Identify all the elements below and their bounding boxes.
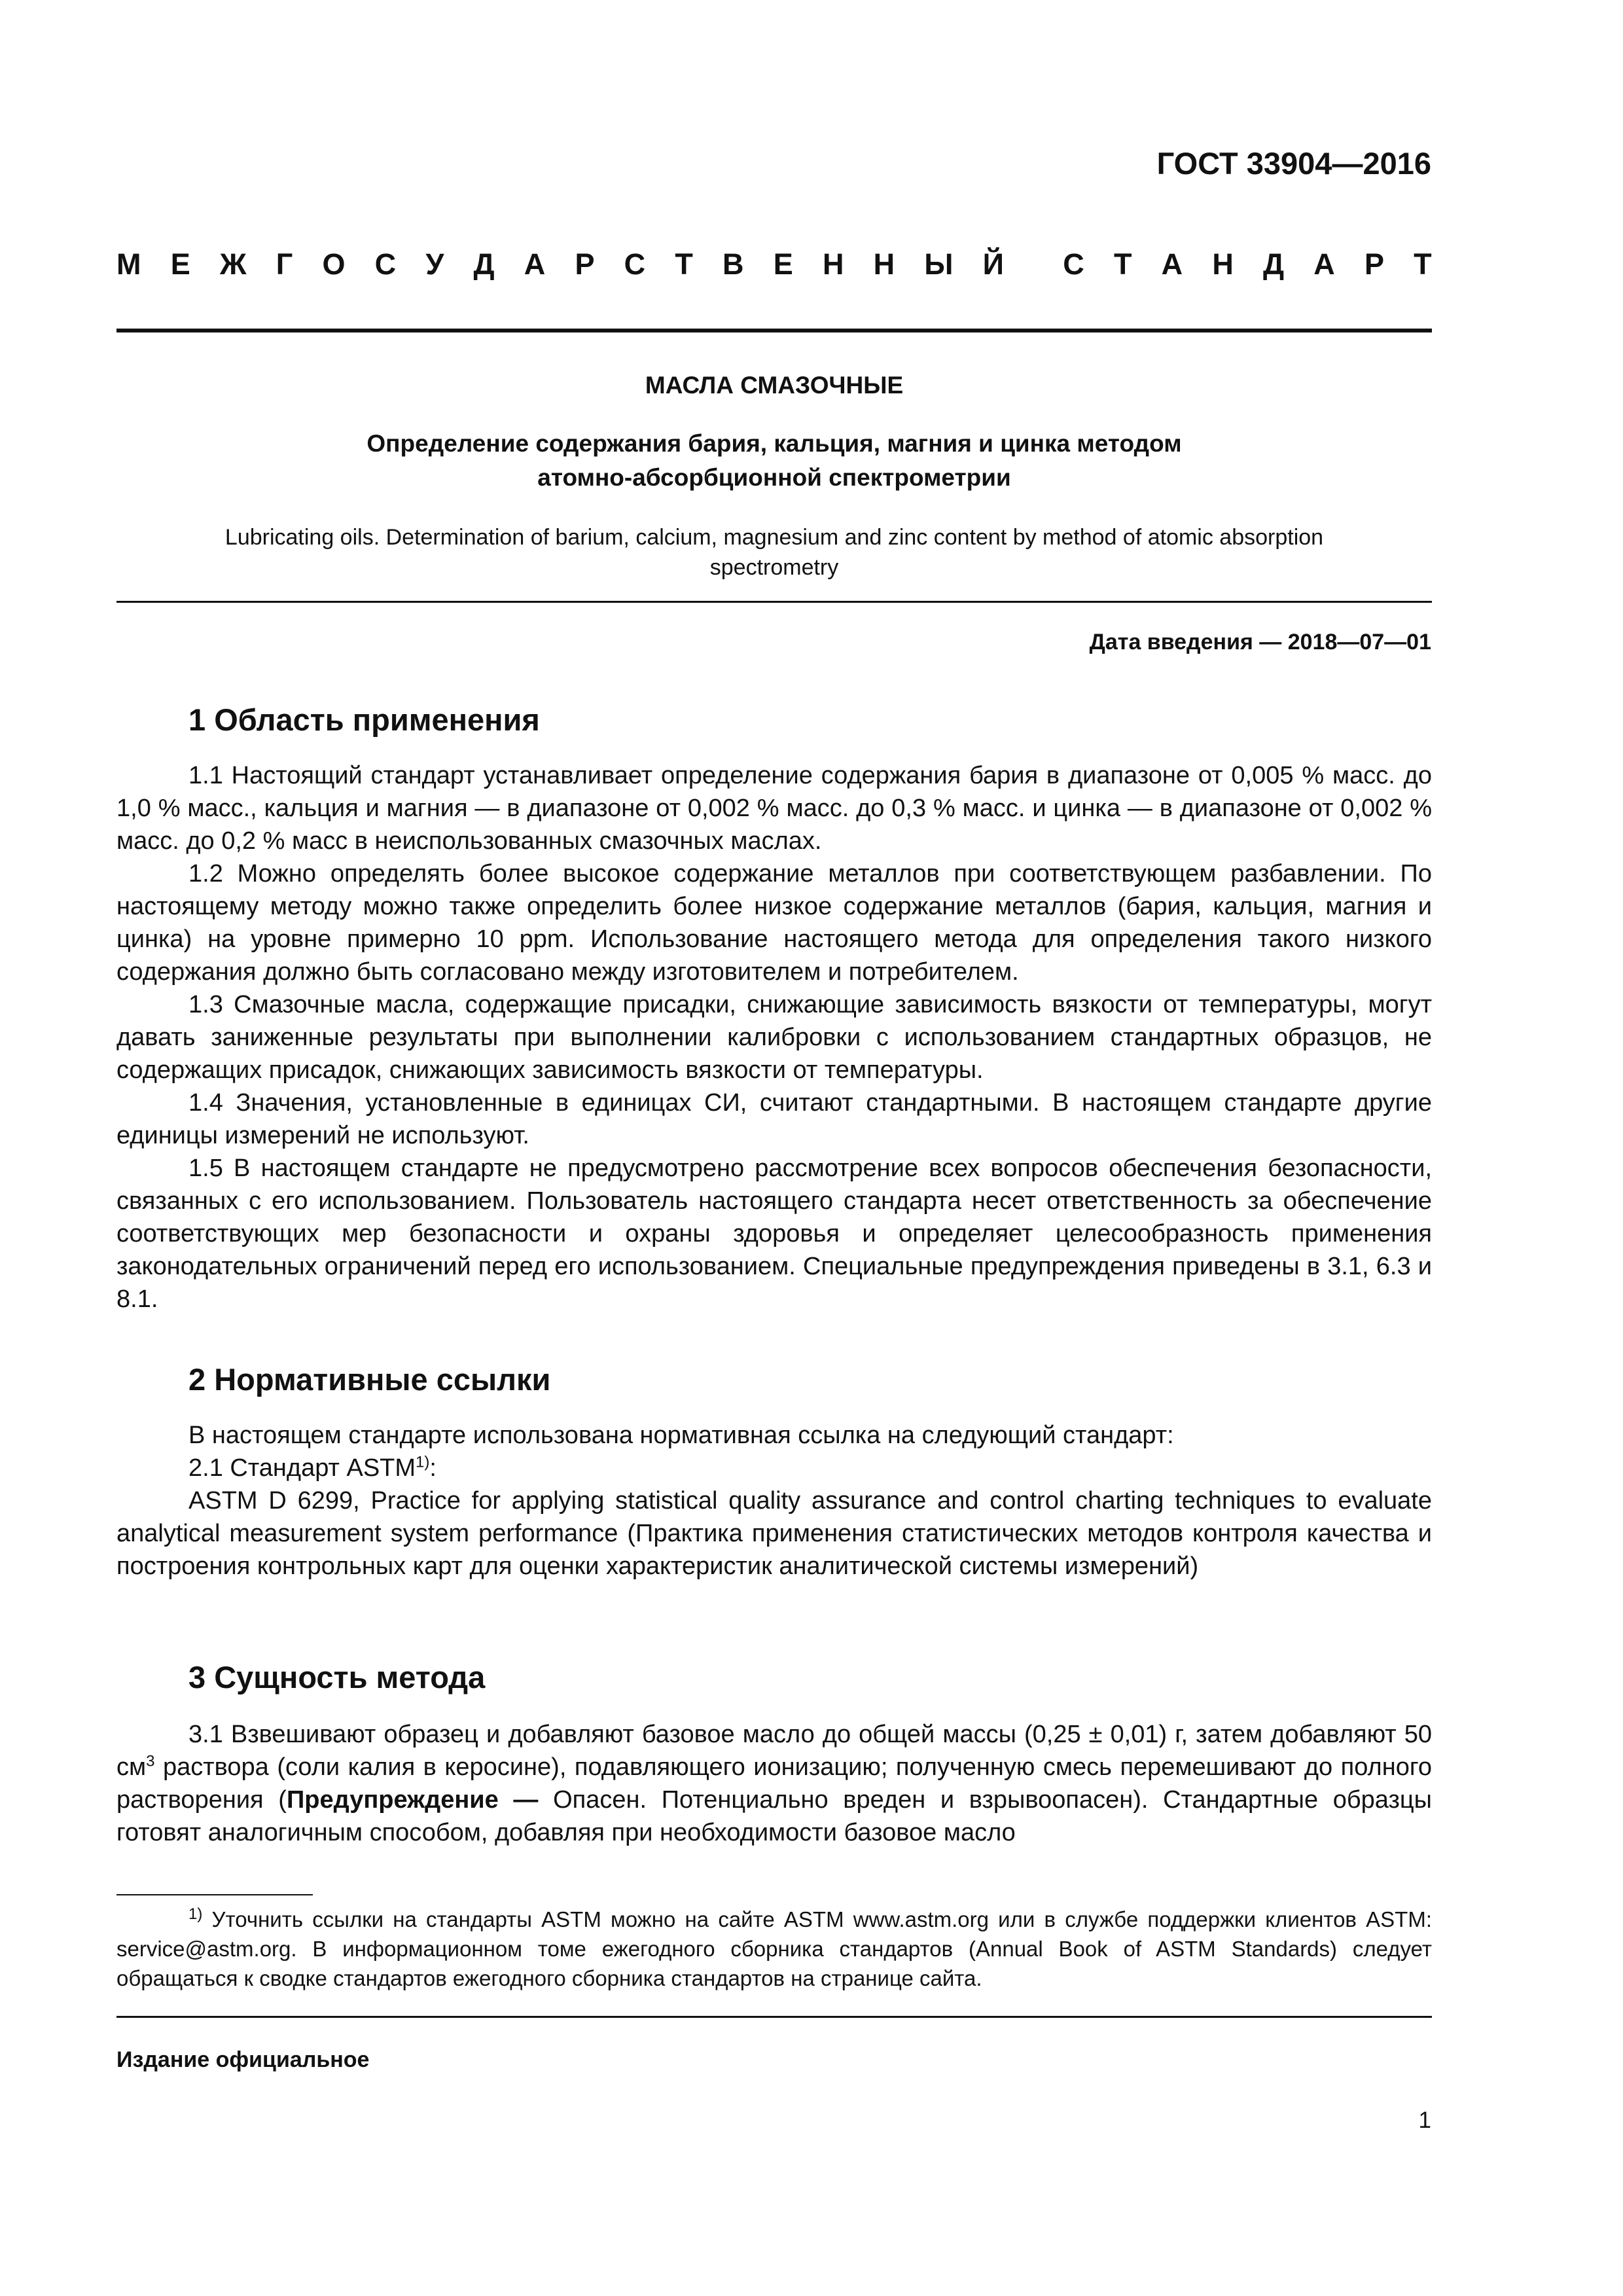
interstate-letter: Н xyxy=(822,247,844,281)
paragraph-1-1: 1.1 Настоящий стандарт устанавливает определение содержания бария в диапазоне от 0,005 % масс. до 1,0 % масс., кальция и магния — в диапазоне от 0,002 % масс. до 0,3 % масс. и цинка — в диапазоне от 0,002 % масс. до 0,2 % масс в неиспользованных смазочных маслах. xyxy=(116,762,1432,855)
interstate-letter: Е xyxy=(170,247,190,281)
interstate-letter: Е xyxy=(773,247,793,281)
paragraph-2-1: 2.1 Стандарт ASTM$^{1)}$: xyxy=(188,1453,437,1482)
interstate-letter: Д xyxy=(473,247,495,281)
paragraph-astm-reference: ASTM D 6299, Practice for applying statistical quality assurance and control charting techniques to evaluate analytical measurement system performance (Практика применения статистических методов контроля качества и построения контрольных карт для оценки характеристик аналитической системы измерений) xyxy=(116,1487,1432,1580)
header-divider xyxy=(116,329,1432,332)
english-title: Lubricating oils. Determination of barium, calcium, magnesium and zinc content by method of atomic absorption spectrometry xyxy=(224,525,1324,580)
document-subtitle xyxy=(116,427,1432,495)
paragraph-3-1: 3.1 Взвешивают образец и добавляют базовое масло до общей массы (0,25 ± 0,01) г, затем добавляют 50 $см^3$ раствора (соли калия в керосине), подавляющего ионизацию; полученную смесь перемешивают до полного растворения (Предупреждение — Опасен. Потенциально вреден и взрывоопасен). Стандартные образцы готовят аналогичным способом, добавляя при необходимости базовое масло xyxy=(116,1721,1432,1846)
introduction-date: Дата введения — 2018—07—01 xyxy=(1089,630,1431,655)
interstate-letter: М xyxy=(116,247,141,281)
interstate-letter: Д xyxy=(1263,247,1285,281)
interstate-letter: Й xyxy=(982,247,1004,281)
interstate-standard-label xyxy=(116,247,1432,281)
interstate-letter: Т xyxy=(675,247,693,281)
warning-label: Предупреждение — xyxy=(286,1786,539,1814)
footnote xyxy=(116,1905,1432,1993)
footnote-marker: 1) xyxy=(188,1905,203,1923)
paragraph-1-2: 1.2 Можно определять более высокое содержание металлов при соответствующем разбавлении. По настоящему методу можно также определить более низкое содержание металлов (бария, кальция, магния и цинка) на уровне примерно 10 ppm. Использование настоящего метода для определения такого низкого содержания должно быть согласовано между изготовителем и потребителем. xyxy=(116,860,1432,986)
interstate-letter: В xyxy=(722,247,744,281)
subtitle-line-2: атомно-абсорбционной спектрометрии xyxy=(537,464,1011,491)
interstate-letter: А xyxy=(524,247,546,281)
interstate-letter: О xyxy=(322,247,346,281)
section-3-body xyxy=(116,1718,1432,1849)
section-2-body xyxy=(116,1419,1432,1583)
footnote-divider xyxy=(116,1894,313,1895)
interstate-letter: Н xyxy=(873,247,895,281)
section-1-heading: 1 Область применения xyxy=(188,702,540,737)
section-3-heading: 3 Сущность метода xyxy=(188,1660,486,1695)
official-edition-label: Издание официальное xyxy=(116,2047,370,2072)
interstate-letter: Т xyxy=(1113,247,1132,281)
paragraph-1-4: 1.4 Значения, установленные в единицах СИ, считают стандартными. В настоящем стандарте другие единицы измерений не используют. xyxy=(116,1089,1432,1149)
title-divider xyxy=(116,601,1432,603)
subtitle-line-1: Определение содержания бария, кальция, магния и цинка методом xyxy=(366,430,1182,457)
gost-number: ГОСТ 33904—2016 xyxy=(1156,146,1431,181)
interstate-letter: Ы xyxy=(924,247,954,281)
section-2-heading: 2 Нормативные ссылки xyxy=(188,1362,551,1397)
page-number: 1 xyxy=(1418,2108,1431,2133)
interstate-letter: Ж xyxy=(219,247,247,281)
interstate-letter: С xyxy=(374,247,397,281)
paragraph-2-intro: В настоящем стандарте использована нормативная ссылка на следующий стандарт: xyxy=(188,1422,1174,1449)
paragraph-1-5: 1.5 В настоящем стандарте не предусмотрено рассмотрение всех вопросов обеспечения безопасности, связанных с его использованием. Пользователь настоящего стандарта несет ответственность за обеспечение соответствующих мер безопасности и охраны здоровья и определяет целесообразность применения законодательных ограничений перед его использованием. Специальные предупреждения приведены в 3.1, 6.3 и 8.1. xyxy=(116,1155,1432,1313)
interstate-letter: Н xyxy=(1212,247,1234,281)
interstate-letter: С xyxy=(624,247,646,281)
interstate-letter: А xyxy=(1313,247,1335,281)
interstate-letter: У xyxy=(425,247,444,281)
interstate-letter: Г xyxy=(276,247,293,281)
interstate-letter: А xyxy=(1161,247,1183,281)
interstate-letter: Т xyxy=(1414,247,1432,281)
footnote-ref: 1) xyxy=(416,1453,430,1471)
section-1-body xyxy=(116,759,1432,1316)
document-title: МАСЛА СМАЗОЧНЫЕ xyxy=(645,372,904,399)
footnote-text: Уточнить ссылки на стандарты ASTM можно на сайте ASTM www.astm.org или в службе поддержки клиентов ASTM: service@astm.org. В информационном томе ежегодного сборника стандартов (Annual Book of ASTM Standards) следует обращаться к сводке стандартов ежегодного сборника стандартов на странице сайта. xyxy=(116,1907,1432,1990)
paragraph-1-3: 1.3 Смазочные масла, содержащие присадки, снижающие зависимость вязкости от температуры, могут давать заниженные результаты при выполнении калибровки с использованием стандартных образцов, не содержащих присадок, снижающих зависимость вязкости от температуры. xyxy=(116,991,1432,1084)
footer-divider xyxy=(116,2016,1432,2018)
interstate-letter: Р xyxy=(1364,247,1384,281)
interstate-letter: Р xyxy=(575,247,595,281)
interstate-letter: С xyxy=(1063,247,1084,281)
